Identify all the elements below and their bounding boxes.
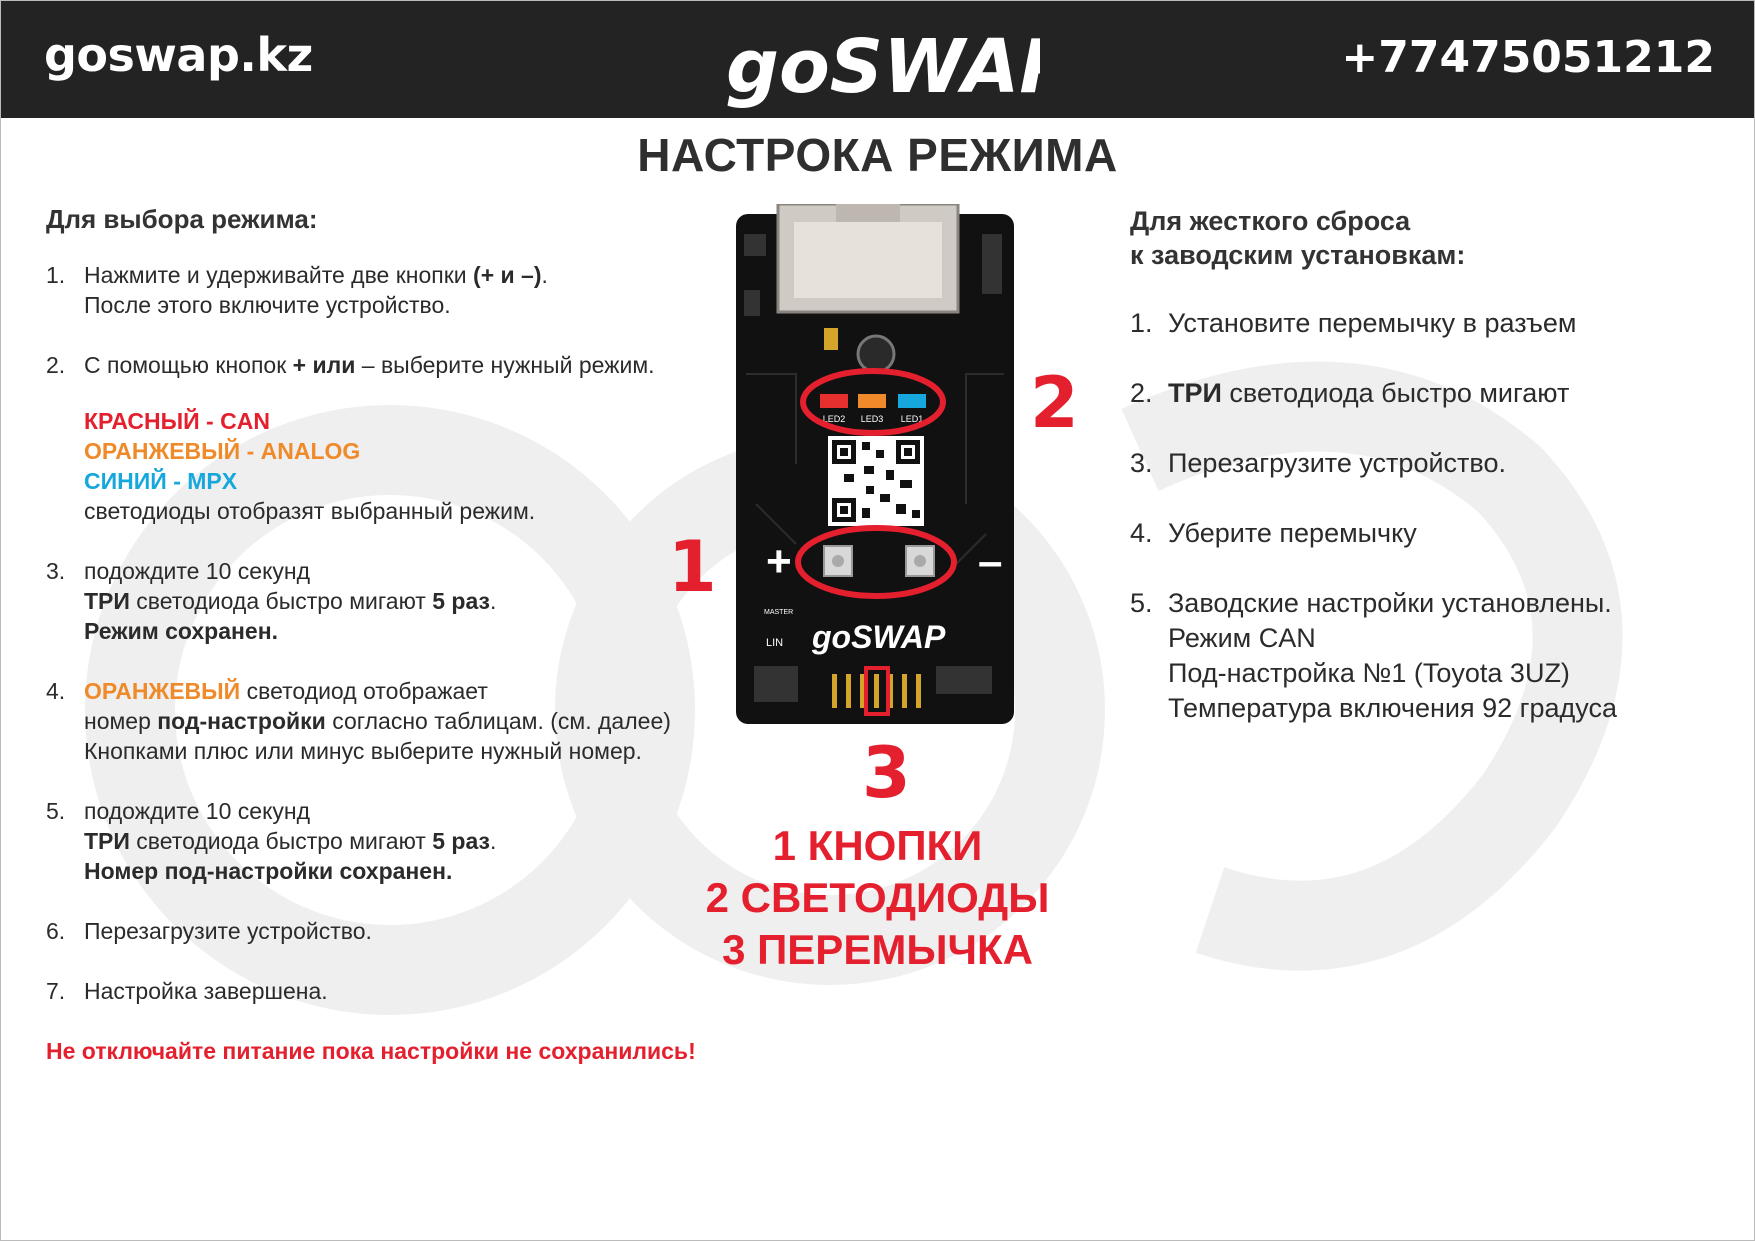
- step-number: 5.: [46, 798, 66, 824]
- mode-step-1: [46, 260, 726, 320]
- mode-red-can: КРАСНЫЙ - CAN: [84, 408, 270, 434]
- step-number: 4.: [46, 678, 66, 704]
- mode-orange-analog: ОРАНЖЕВЫЙ - ANALOG: [84, 438, 361, 464]
- board-legend: [640, 820, 1115, 976]
- step-text: .: [490, 588, 497, 614]
- step-text: .: [541, 262, 548, 288]
- step-bold: 5 раз: [432, 828, 490, 854]
- step-text: Уберите перемычку: [1168, 518, 1417, 548]
- page-title: НАСТРОКА РЕЖИМА: [637, 129, 1118, 181]
- step-number: 4.: [1130, 518, 1153, 548]
- led2: [820, 394, 848, 408]
- step-bold: (+ и –): [473, 262, 542, 288]
- header-bar: [0, 0, 1755, 118]
- step-bold: ТРИ: [84, 828, 130, 854]
- step-number: 2.: [1130, 378, 1153, 408]
- step-text: После этого включите устройство.: [84, 292, 451, 318]
- diode: [744, 290, 760, 316]
- step-text: Заводские настройки установлены.: [1168, 588, 1612, 618]
- step-text: Установите перемычку в разъем: [1168, 308, 1577, 338]
- step-text: .: [490, 828, 497, 854]
- step-text: Режим CAN: [1168, 623, 1316, 653]
- silk-lin: LIN: [766, 637, 784, 649]
- step-text: светодиода быстро мигают: [1221, 378, 1570, 408]
- step-bold: 5 раз: [432, 588, 490, 614]
- chip-u2: [982, 234, 1002, 294]
- mode-step-6: [46, 916, 726, 946]
- chip-lin: [754, 666, 798, 702]
- mode-setup-instructions: [46, 204, 726, 1066]
- phone-number[interactable]: +77475051212: [1341, 32, 1715, 83]
- minus-label: –: [978, 537, 1003, 586]
- legend-buttons: 1 КНОПКИ: [772, 822, 983, 869]
- step-text: – выберите нужный режим.: [355, 352, 655, 378]
- step-bold: под-настройки: [157, 708, 326, 734]
- legend-leds: 2 СВЕТОДИОДЫ: [705, 874, 1050, 921]
- callout-1-buttons: 1: [668, 526, 717, 608]
- board-logo: goSWAP: [812, 619, 946, 655]
- step-number: 3.: [46, 558, 66, 584]
- step-text: С помощью кнопок: [84, 352, 293, 378]
- site-url[interactable]: goswap.kz: [44, 28, 313, 82]
- mode-step-3: [46, 556, 726, 646]
- mode-setup-heading: Для выбора режима:: [46, 204, 318, 234]
- goswap-logo: [720, 12, 1040, 113]
- step-bold: + или: [292, 352, 356, 378]
- legend-jumper: 3 ПЕРЕМЫЧКА: [722, 926, 1033, 973]
- reset-step-2: [1130, 376, 1730, 411]
- connector-latch: [836, 204, 900, 222]
- heading-line: к заводским установкам:: [1130, 240, 1466, 270]
- step-orange-word: ОРАНЖЕВЫЙ: [84, 678, 241, 704]
- connector-inner: [794, 222, 942, 298]
- step-text: подождите 10 секунд: [84, 558, 311, 584]
- step-number: 5.: [1130, 588, 1153, 618]
- callout-3-jumper: 3: [862, 732, 911, 814]
- reset-step-4: [1130, 516, 1730, 551]
- factory-reset-heading: [1130, 204, 1730, 272]
- mode-blue-mpx: СИНИЙ - MPX: [84, 468, 238, 494]
- smd-part: [824, 328, 838, 350]
- step-text: Температура включения 92 градуса: [1168, 693, 1617, 723]
- step-bold: Номер под-настройки сохранен.: [84, 858, 453, 884]
- step-number: 1.: [46, 262, 66, 288]
- mode-step-2: [46, 350, 726, 526]
- chip-q11: [744, 234, 766, 256]
- step-number: 7.: [46, 978, 66, 1004]
- step-bold: Режим сохранен.: [84, 618, 278, 644]
- step-number: 1.: [1130, 308, 1153, 338]
- factory-reset-instructions: [1130, 204, 1730, 761]
- step-text: Кнопками плюс или минус выберите нужный номер.: [84, 738, 642, 764]
- led3: [858, 394, 886, 408]
- step-text: подождите 10 секунд: [84, 798, 311, 824]
- mode-step-5: [46, 796, 726, 886]
- chip-soic: [936, 666, 992, 694]
- power-warning: Не отключайте питание пока настройки не сохранились!: [46, 1038, 696, 1064]
- step-text: светодиод отображает: [240, 678, 488, 704]
- step-text: светодиода быстро мигают: [129, 828, 433, 854]
- step-text: Под-настройка №1 (Toyota 3UZ): [1168, 658, 1570, 688]
- step-number: 6.: [46, 918, 66, 944]
- reset-step-3: [1130, 446, 1730, 481]
- heading-line: Для жесткого сброса: [1130, 206, 1411, 236]
- reset-step-1: [1130, 306, 1730, 341]
- led2-label: LED2: [822, 414, 846, 424]
- logo-text: goSWAP: [726, 24, 1040, 108]
- board-illustration: [736, 204, 1018, 735]
- step-bold: ТРИ: [84, 588, 130, 614]
- led3-label: LED3: [860, 414, 884, 424]
- step-text: Перезагрузите устройство.: [1168, 448, 1506, 478]
- step-text: номер: [84, 708, 158, 734]
- step-text: светодиода быстро мигают: [129, 588, 433, 614]
- led1: [898, 394, 926, 408]
- silk-master: MASTER: [764, 609, 794, 616]
- step-text: Нажмите и удерживайте две кнопки: [84, 262, 474, 288]
- plus-label: +: [766, 537, 792, 586]
- mode-step-7: [46, 976, 726, 1006]
- led1-label: LED1: [900, 414, 924, 424]
- step-text: Настройка завершена.: [84, 978, 328, 1004]
- capacitor: [858, 336, 894, 372]
- step-text: Перезагрузите устройство.: [84, 918, 372, 944]
- step-number: 2.: [46, 352, 66, 378]
- step-bold: ТРИ: [1168, 378, 1222, 408]
- mode-step-4: [46, 676, 726, 766]
- mode-note: светодиоды отобразят выбранный режим.: [84, 498, 536, 524]
- callout-2-leds: 2: [1030, 362, 1079, 444]
- step-text: согласно таблицам. (см. далее): [325, 708, 671, 734]
- step-number: 3.: [1130, 448, 1153, 478]
- reset-step-5: [1130, 586, 1730, 726]
